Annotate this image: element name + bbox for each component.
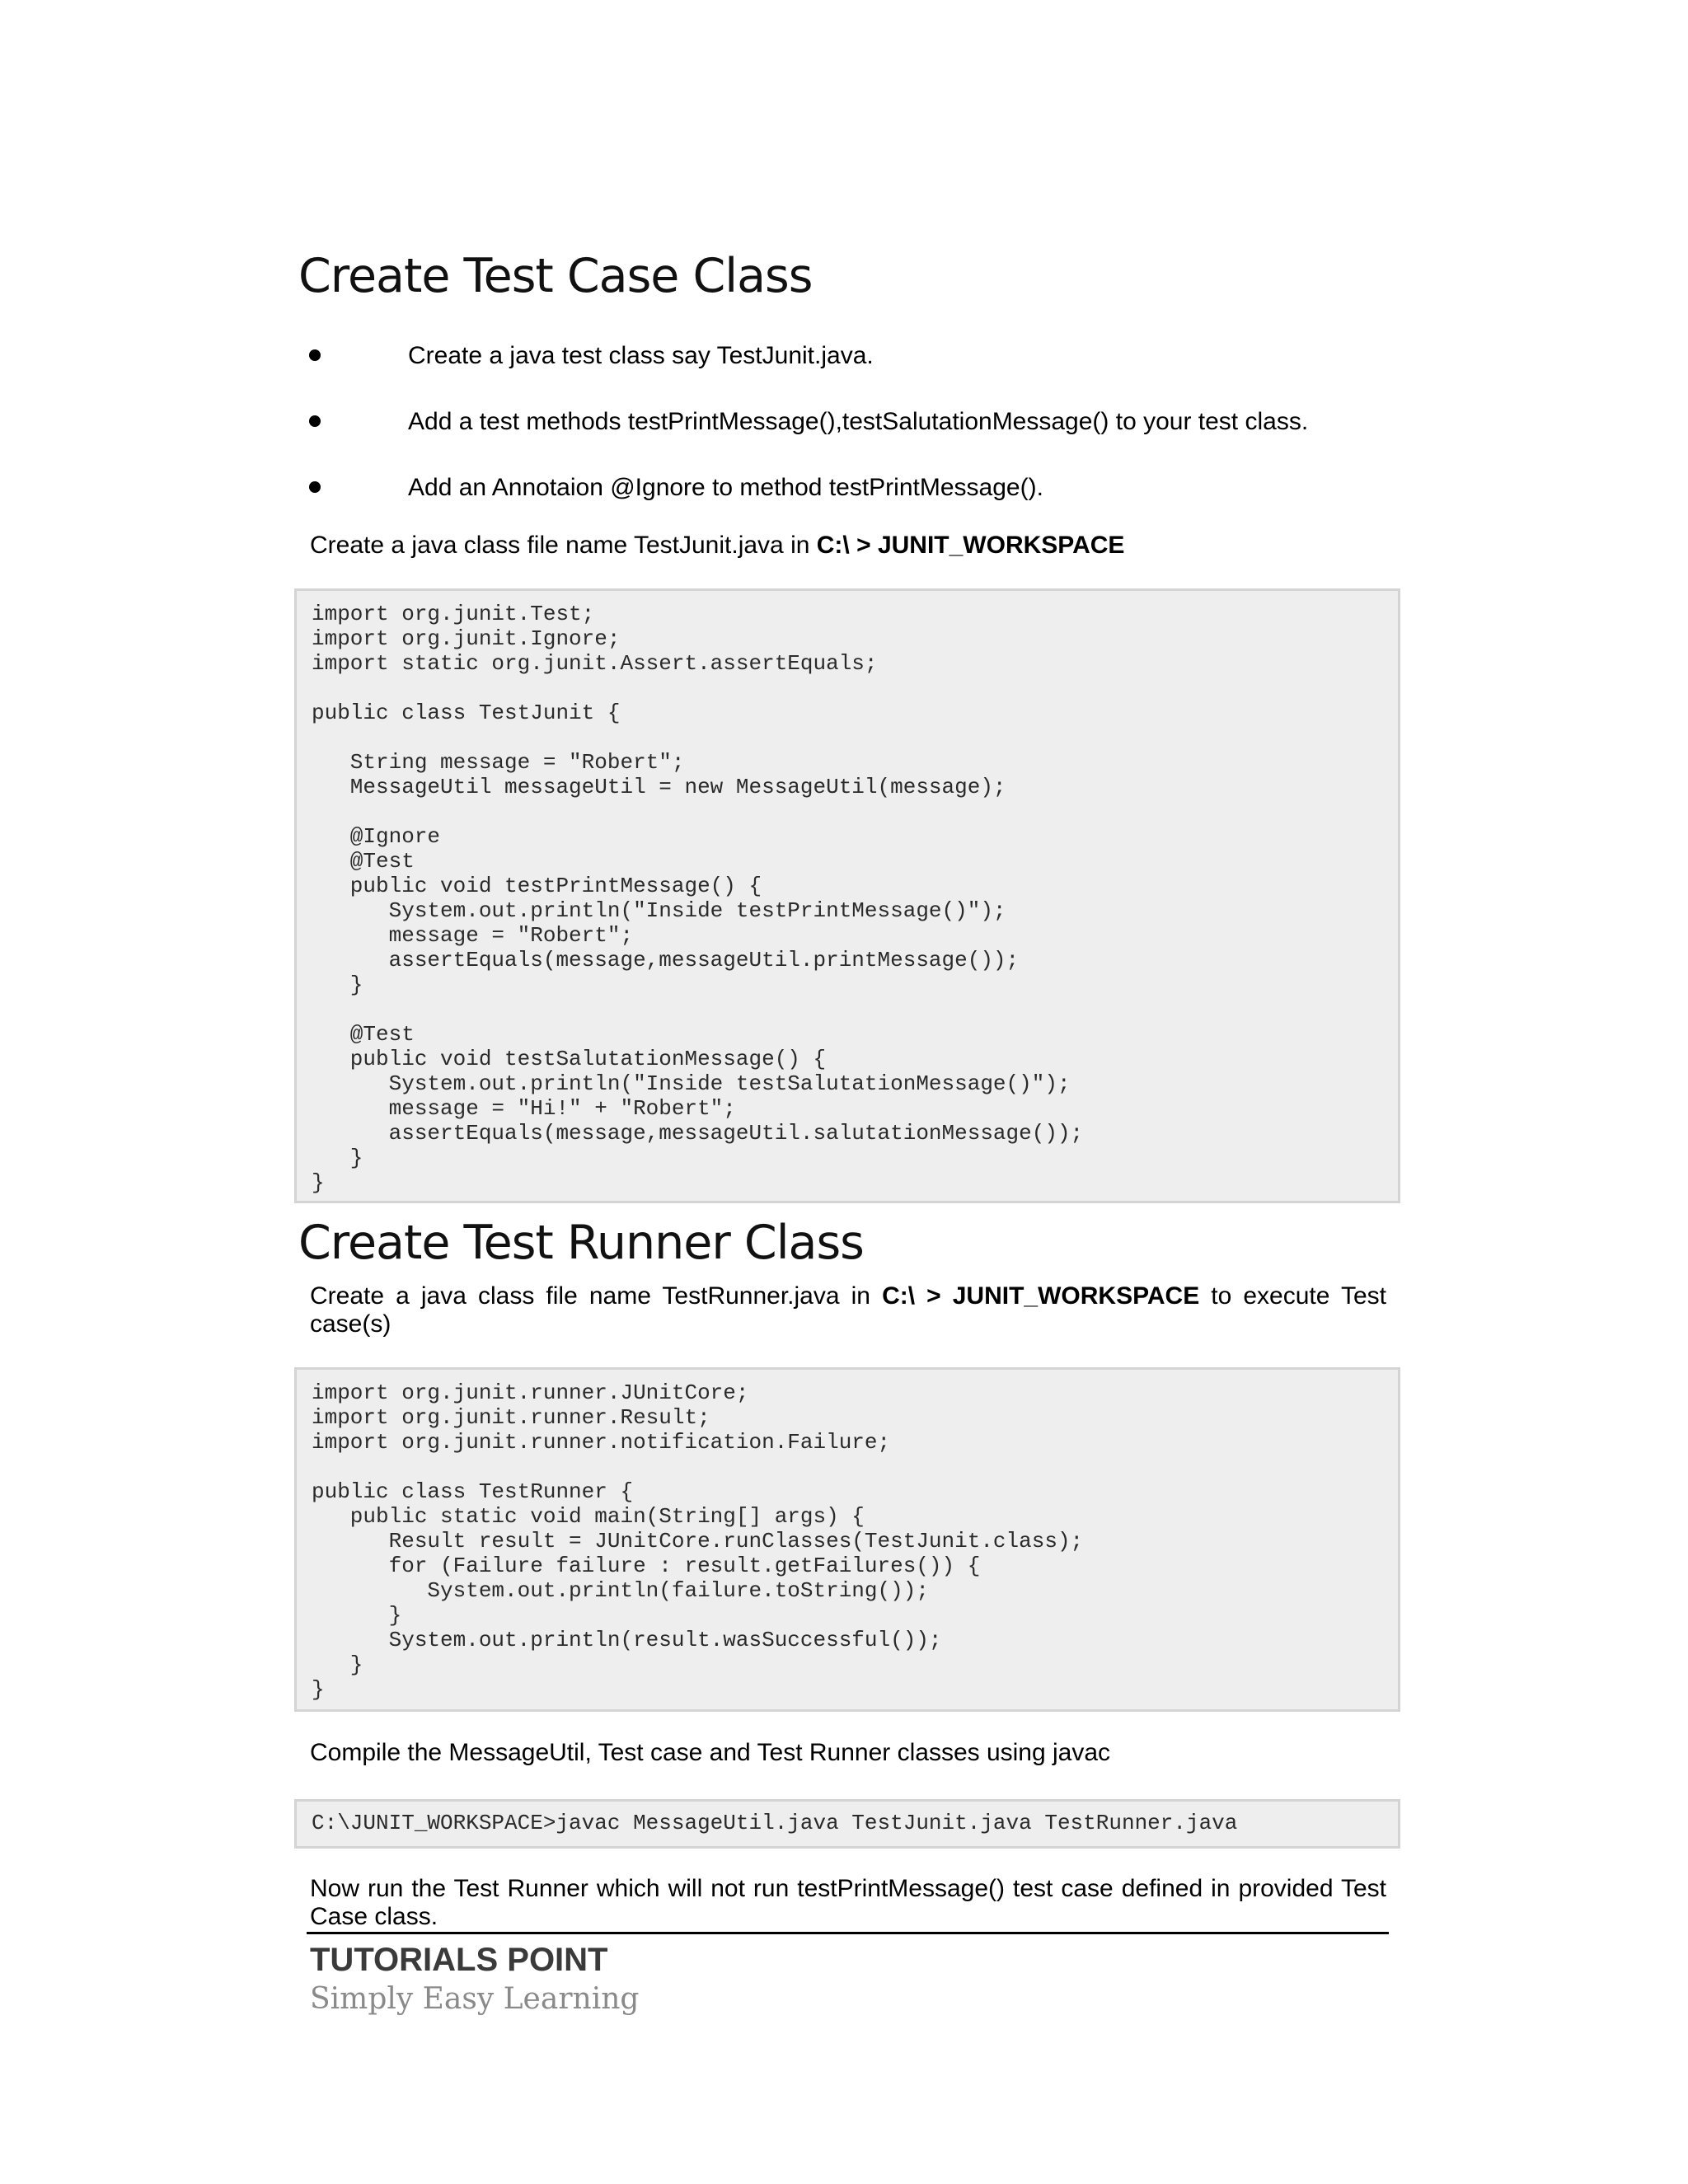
list-item-text: Add an Annotaion @Ignore to method testPrintMessage(). — [408, 474, 1043, 501]
code-block-testrunner: import org.junit.runner.JUnitCore; import org.junit.runner.Result; import org.junit.runner.notification.Failure; public class TestRunner { public static void main(String[] args) { Result result = JUnitCore.runClasses(TestJunit.class); for (Failure failure : result.getFailures()) { System.out.println(failure.toString()); } System.out.println(result.wasSuccessful()); } } — [294, 1367, 1400, 1712]
footer-tagline: Simply Easy Learning — [310, 1982, 640, 2016]
section-title-test-case: Create Test Case Class — [298, 249, 813, 303]
instruction-text: Create a java class file name TestRunner.java in — [310, 1282, 883, 1310]
bullet-icon — [309, 415, 321, 427]
compile-paragraph: Compile the MessageUtil, Test case and Test Runner classes using javac — [310, 1739, 1111, 1766]
footer-brand: TUTORIALS POINT — [310, 1942, 608, 1978]
instruction-paragraph-testjunit — [310, 532, 1386, 560]
bullet-icon — [309, 349, 321, 361]
bullet-icon — [309, 481, 321, 493]
instruction-text-suffix: to execute Test case(s) — [310, 1282, 1387, 1338]
workspace-path: C:\ > JUNIT_WORKSPACE — [882, 1282, 1200, 1310]
code-block-compile-command: C:\JUNIT_WORKSPACE>javac MessageUtil.java TestJunit.java TestRunner.java — [294, 1799, 1400, 1849]
list-item-text: Create a java test class say TestJunit.java. — [408, 342, 874, 369]
run-paragraph: Now run the Test Runner which will not run testPrintMessage() test case defined in provided Test Case class. — [310, 1875, 1386, 1930]
code-block-testjunit: import org.junit.Test; import org.junit.Ignore; import static org.junit.Assert.assertEquals; public class TestJunit { String message = "Robert"; MessageUtil messageUtil = new MessageUtil(message); @Ignore @Test public void testPrintMessage() { System.out.println("Inside testPrintMessage()"); message = "Robert"; assertEquals(message,messageUtil.printMessage()); } @Test public void testSalutationMessage() { System.out.println("Inside testSalutationMessage()"); message = "Hi!" + "Robert"; assertEquals(message,messageUtil.salutationMessage()); } } — [294, 588, 1400, 1203]
list-item — [309, 470, 1414, 536]
workspace-path: C:\ > JUNIT_WORKSPACE — [816, 532, 1125, 559]
list-item — [309, 338, 1414, 404]
section-title-test-runner: Create Test Runner Class — [298, 1216, 864, 1270]
list-item-text: Add a test methods testPrintMessage(),testSalutationMessage() to your test class. — [408, 408, 1309, 435]
list-item — [309, 404, 1414, 470]
instruction-text: Create a java class file name TestJunit.java in — [310, 532, 817, 559]
bullet-list — [309, 338, 1414, 536]
footer-divider — [307, 1932, 1389, 1934]
instruction-paragraph-testrunner — [310, 1282, 1386, 1338]
